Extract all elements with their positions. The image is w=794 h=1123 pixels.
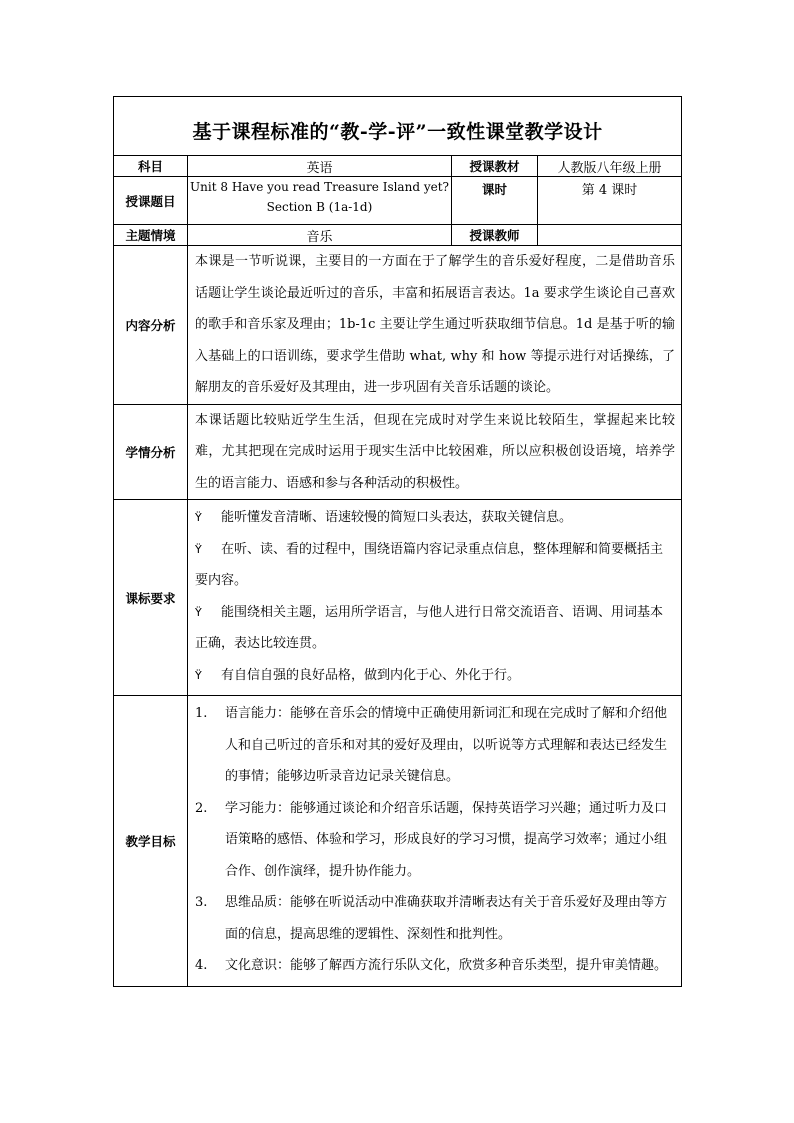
topic-label: 授课题目: [114, 177, 188, 225]
teacher-value: [538, 225, 682, 246]
teaching-goals-label: 教学目标: [114, 696, 188, 987]
curriculum-requirements-label: 课标要求: [114, 500, 188, 696]
learner-analysis-label: 学情分析: [114, 404, 188, 500]
curriculum-requirements-cell: [188, 500, 682, 696]
list-item: Ÿ 有自信自强的良好品格，做到内化于心、外化于行。: [195, 660, 675, 692]
theme-value: 音乐: [188, 225, 452, 246]
topic-line-1: Unit 8 Have you read Treasure Island yet?: [190, 180, 449, 194]
textbook-label: 授课教材: [452, 156, 538, 177]
list-item: Ÿ 在听、读、看的过程中，围绕语篇内容记录重点信息，整体理解和简要概括主要内容。: [195, 534, 675, 597]
bullet-icon: Ÿ: [195, 605, 202, 619]
list-item: 2. 学习能力：能够通过谈论和介绍音乐话题，保持英语学习兴趣；通过听力及口语策略的感悟、体验和学习，形成良好的学习习惯，提高学习效率；通过小组合作、创作演绎，提升协作能力。: [195, 800, 668, 879]
bullet-icon: Ÿ: [195, 542, 202, 556]
bullet-icon: Ÿ: [195, 668, 202, 682]
subject-label: 科目: [114, 156, 188, 177]
theme-label: 主题情境: [114, 225, 188, 246]
content-analysis-cell: [188, 246, 682, 405]
textbook-value: 人教版八年级上册: [538, 156, 682, 177]
bullet-icon: Ÿ: [195, 511, 202, 524]
requirements-list: [188, 500, 681, 695]
goals-list: [188, 696, 681, 986]
teaching-goals-cell: [188, 696, 682, 987]
learner-analysis-text: 本课话题比较贴近学生生活，但现在完成时对学生来说比较陌生，掌握起来比较难，尤其把现在完成时运用于现实生活中比较困难，所以应积极创设语境，培养学生的语言能力、语感和参与各种活动的积极性。: [195, 412, 676, 491]
teacher-label: 授课教师: [452, 225, 538, 246]
topic-line-2: Section B (1a-1d): [266, 200, 373, 214]
period-value: 第 4 课时: [538, 177, 682, 225]
lesson-plan-table: [113, 96, 682, 987]
list-item: Ÿ 能听懂发音清晰、语速较慢的简短口头表达，获取关键信息。: [195, 502, 675, 534]
page-title: 基于课程标准的“教-学-评”一致性课堂教学设计: [114, 97, 682, 156]
list-item: 3. 思维品质：能够在听说活动中准确获取并清晰表达有关于音乐爱好及理由等方面的信息，提高思维的逻辑性、深刻性和批判性。: [195, 895, 668, 942]
learner-analysis-cell: [188, 404, 682, 500]
topic-value: [188, 177, 452, 225]
list-item: Ÿ 能围绕相关主题，运用所学语言，与他人进行日常交流语音、语调、用词基本正确，表达比较连贯。: [195, 597, 675, 660]
list-item: 4. 文化意识：能够了解西方流行乐队文化，欣赏多种音乐类型，提升审美情趣。: [195, 958, 668, 973]
subject-value: 英语: [188, 156, 452, 177]
content-analysis-text: 本课是一节听说课，主要目的一方面在于了解学生的音乐爱好程度，二是借助音乐话题让学生谈论最近听过的音乐，丰富和拓展语言表达。1a 要求学生谈论自己喜欢的歌手和音乐家及理由；1b-1c 主要让学生通过听获取细节信息。1d 是基于听的输入基础上的口语训练，要求学生借助 what, why 和 how 等提示进行对话操练，了解朋友的音乐爱好及其理由，进一步巩固有关音乐话题的谈论。: [195, 254, 676, 395]
list-item: 1. 语言能力：能够在音乐会的情境中正确使用新词汇和现在完成时了解和介绍他人和自己听过的音乐和对其的爱好及理由，以听说等方式理解和表达已经发生的事情；能够边听录音边记录关键信息。: [195, 706, 668, 784]
content-analysis-label: 内容分析: [114, 246, 188, 405]
period-label: 课时: [452, 177, 538, 225]
